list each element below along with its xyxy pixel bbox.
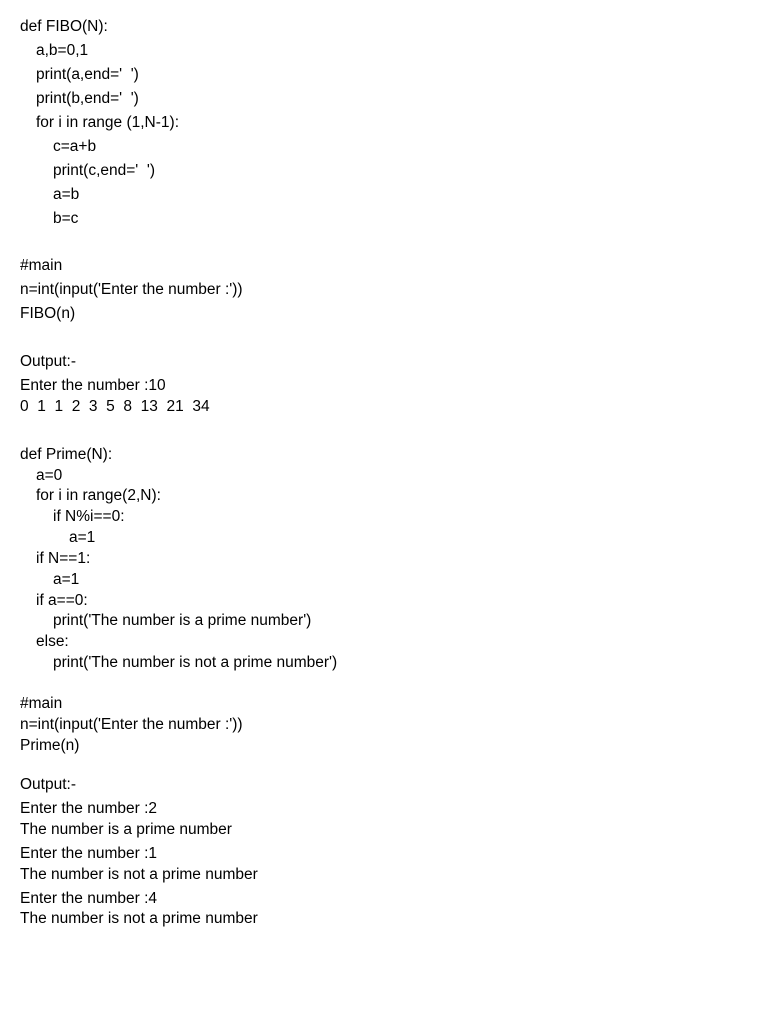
fibo-main-comment: #main (20, 257, 63, 274)
prime-if-one-line: if N==1: (36, 550, 91, 567)
fibo-call-line: FIBO(n) (20, 305, 76, 322)
prime-output-heading: Output:- (20, 776, 76, 793)
fibo-output-series: 0 1 1 2 3 5 8 13 21 34 (20, 398, 210, 415)
prime-output-result-1: The number is a prime number (20, 821, 232, 838)
prime-def-line: def Prime(N): (20, 446, 113, 463)
fibo-def-line: def FIBO(N): (20, 18, 108, 35)
prime-call-line: Prime(n) (20, 737, 80, 754)
fibo-output-prompt: Enter the number :10 (20, 377, 166, 394)
prime-main-comment: #main (20, 695, 63, 712)
prime-set-a-one-line: a=1 (53, 571, 80, 588)
prime-input-line: n=int(input('Enter the number :')) (20, 716, 243, 733)
fibo-init-line: a,b=0,1 (36, 42, 89, 59)
prime-print-prime-line: print('The number is a prime number') (53, 612, 312, 629)
prime-if-zero-line: if a==0: (36, 592, 88, 609)
prime-print-not-prime-line: print('The number is not a prime number') (53, 654, 338, 671)
fibo-input-line: n=int(input('Enter the number :')) (20, 281, 243, 298)
prime-init-line: a=0 (36, 467, 63, 484)
prime-set-a-line: a=1 (69, 529, 96, 546)
fibo-print-b-line: print(b,end=' ') (36, 90, 139, 107)
fibo-print-a-line: print(a,end=' ') (36, 66, 139, 83)
prime-output-result-3: The number is not a prime number (20, 910, 258, 927)
prime-if-mod-line: if N%i==0: (53, 508, 125, 525)
prime-output-prompt-2: Enter the number :1 (20, 845, 157, 862)
prime-output-prompt-3: Enter the number :4 (20, 890, 157, 907)
prime-for-line: for i in range(2,N): (36, 487, 161, 504)
prime-output-prompt-1: Enter the number :2 (20, 800, 157, 817)
fibo-print-c-line: print(c,end=' ') (53, 162, 155, 179)
prime-else-line: else: (36, 633, 69, 650)
fibo-sum-line: c=a+b (53, 138, 97, 155)
fibo-output-heading: Output:- (20, 353, 76, 370)
fibo-for-line: for i in range (1,N-1): (36, 114, 179, 131)
fibo-assign-a-line: a=b (53, 186, 80, 203)
prime-output-result-2: The number is not a prime number (20, 866, 258, 883)
fibo-assign-b-line: b=c (53, 210, 79, 227)
